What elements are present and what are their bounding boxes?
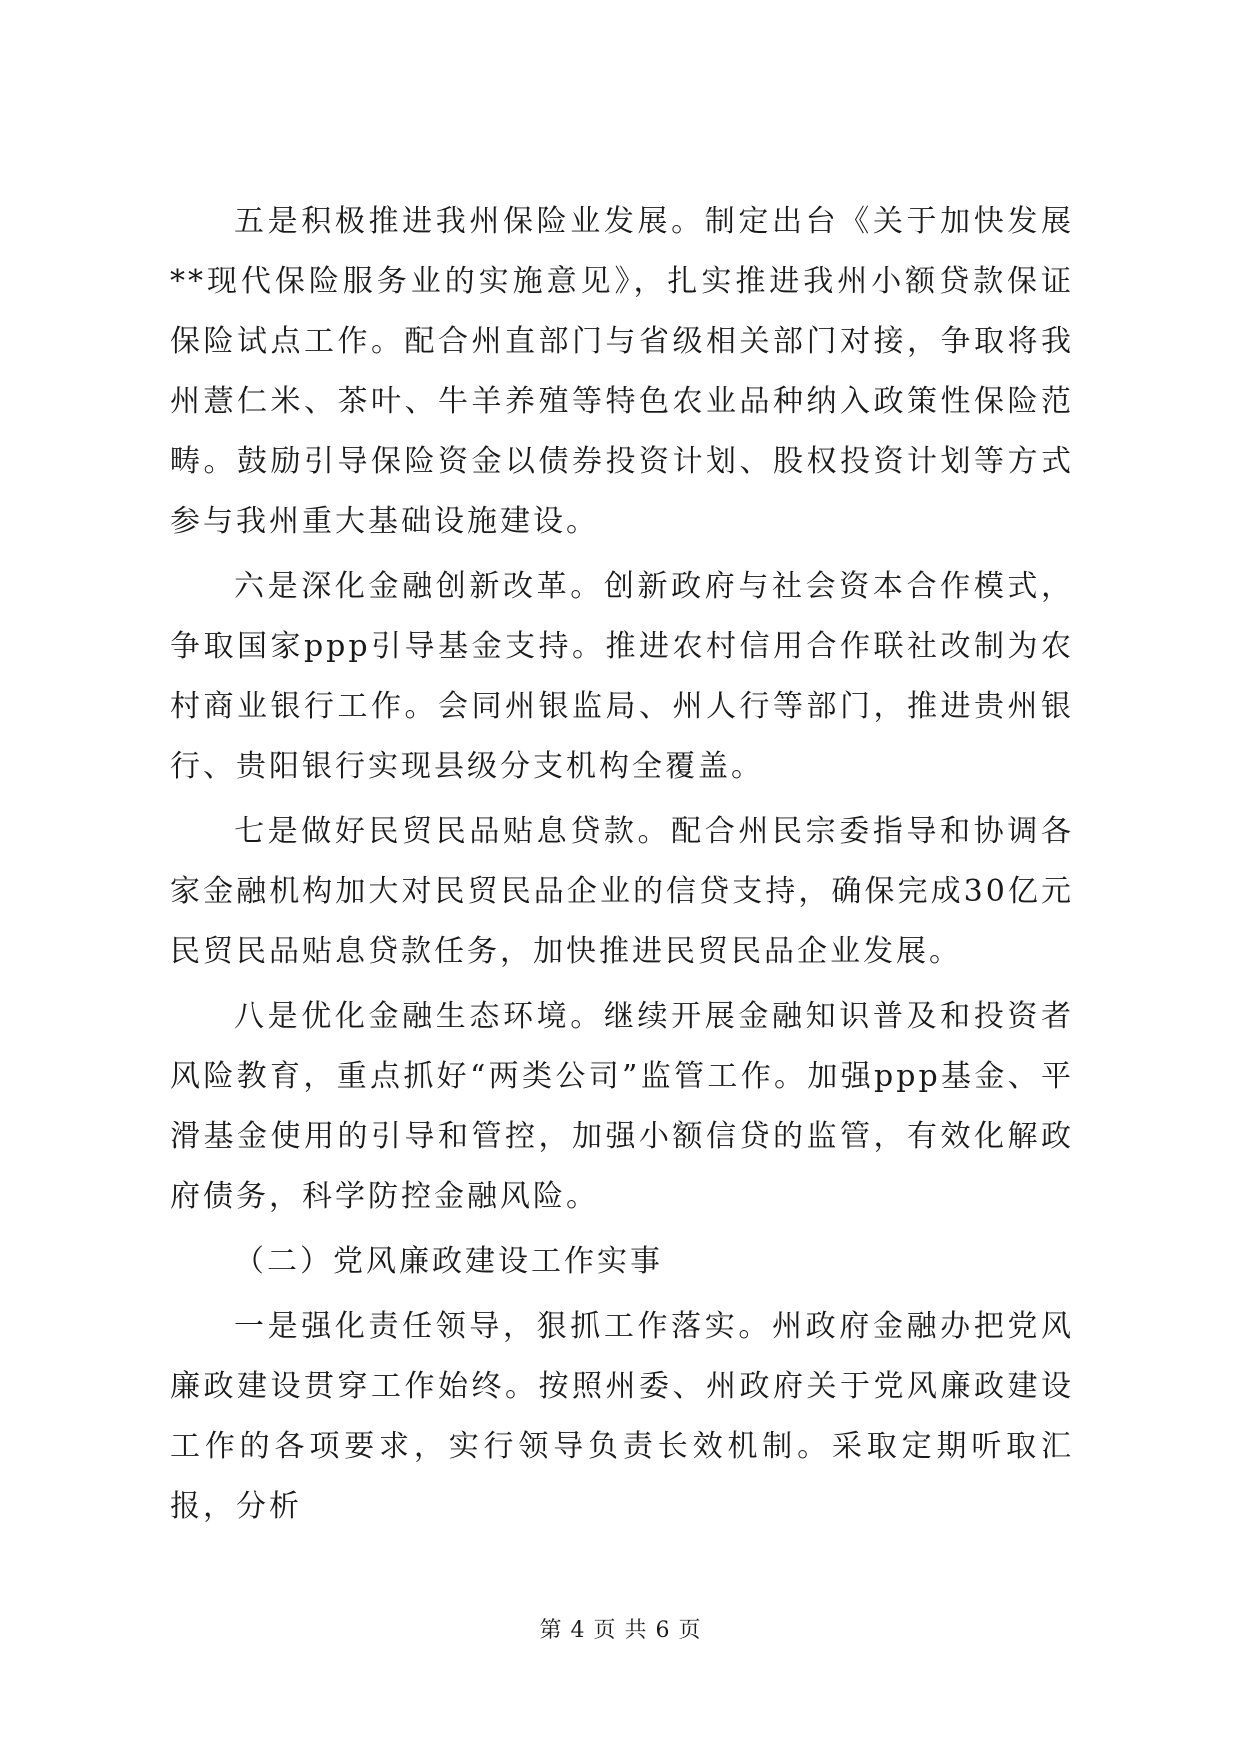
page-number-footer: 第 4 页 共 6 页 (539, 1618, 702, 1643)
paragraph-ethnic-trade-loans: 七是做好民贸民品贴息贷款。配合州民宗委指导和协调各家金融机构加大对民贸民品企业的信贷支持，确保完成30亿元民贸民品贴息贷款任务，加快推进民贸民品企业发展。 (170, 814, 1074, 969)
document-body (170, 192, 1074, 1542)
section-subheading: （二）党风廉政建设工作实事 (234, 1244, 663, 1279)
paragraph-financial-reform: 六是深化金融创新改革。创新政府与社会资本合作模式，争取国家ppp引导基金支持。推进农村信用合作联社改制为农村商业银行工作。会同州银监局、州人行等部门，推进贵州银行、贵阳银行实现县级分支机构全覆盖。 (170, 569, 1074, 784)
paragraph-responsibility: 一是强化责任领导，狠抓工作落实。州政府金融办把党风廉政建设贯穿工作始终。按照州委、州政府关于党风廉政建设工作的各项要求，实行领导负责长效机制。采取定期听取汇报，分析 (170, 1309, 1074, 1524)
paragraph-financial-environment: 八是优化金融生态环境。继续开展金融知识普及和投资者风险教育，重点抓好“两类公司”监管工作。加强ppp基金、平滑基金使用的引导和管控，加强小额信贷的监管，有效化解政府债务，科学防控金融风险。 (170, 999, 1074, 1214)
paragraph-insurance: 五是积极推进我州保险业发展。制定出台《关于加快发展**现代保险服务业的实施意见》，扎实推进我州小额贷款保证保险试点工作。配合州直部门与省级相关部门对接，争取将我州薏仁米、茶叶、牛羊养殖等特色农业品种纳入政策性保险范畴。鼓励引导保险资金以债券投资计划、股权投资计划等方式参与我州重大基础设施建设。 (170, 204, 1074, 539)
